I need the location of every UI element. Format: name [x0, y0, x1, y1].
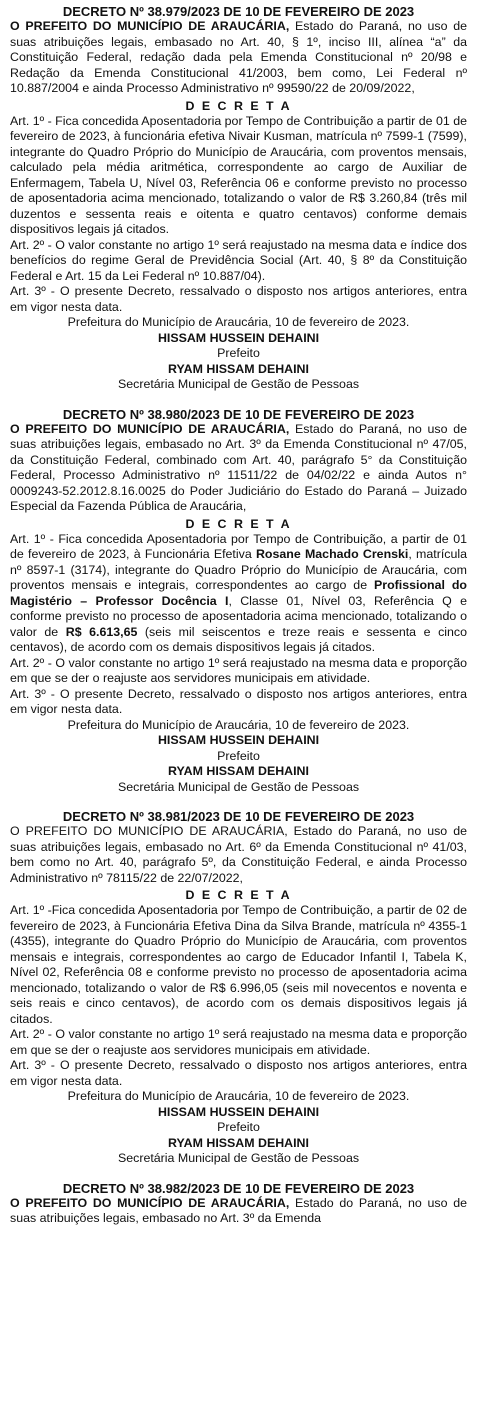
preamble-text: O PREFEITO DO MUNICÍPIO DE ARAUCÁRIA, Estado do Paraná, no uso de suas atribuições legais, embasado no Art. 6º da Emenda Constitucional nº 41/03, bem como no Art. 40, parágrafo 5º, da Constituição Federal, e ainda Processo Administrativo nº 78115/22 de 22/07/2022, — [10, 824, 467, 885]
decreta-heading: D E C R E T A — [185, 516, 292, 531]
signer-secretary-name: RYAM HISSAM DEHAINI — [168, 361, 309, 376]
place-date: Prefeitura do Município de Araucária, 10 de fevereiro de 2023. — [67, 717, 410, 732]
article-1-text: , Classe 01, Nível 03, Referência Q e conforme previsto no processo de aposentadoria acima mencionado, totalizando o valor de — [10, 593, 468, 639]
decree-38981 — [10, 809, 467, 1167]
preamble-text: Estado do Paraná, no uso de suas atribuições legais, embasado no Art. 3º da Emenda Constitucional nº 47/05, da Constituição Federal, combinado com Art. 40, parágrafo 5° da Constituição Federal, Processo Administrativo nº 11511/22 de 04/02/22 e ainda Autos n° 0009243-52.2012.8.16.0025 do Poder Judiciário do Estado do Paraná – Juizado Especial da Fazenda Pública de Araucária, — [10, 421, 468, 513]
decree-preamble — [10, 422, 467, 515]
decree-38982 — [10, 1181, 467, 1227]
article-1: Art. 1º - Fica concedida Aposentadoria por Tempo de Contribuição a partir de 01 de fevereiro de 2023, à funcionária efetiva Nivair Kusman, matrícula nº 7599-1 (7599), integrante do Quadro Próprio do Município de Araucária, com proventos mensais, calculado pela média aritmética, correspondente ao cargo de Auxiliar de Enfermagem, Tabela U, Nível 03, Referência 06 e conforme previsto no processo de aposentadoria acima mencionado, totalizando o valor de R$ 3.260,84 (três mil duzentos e sessenta reais e oitenta e quatro centavos) conforme demais dispositivos legais já citados. — [10, 113, 467, 236]
article-1-text: (seis mil seiscentos e treze reais e sessenta e cinco centavos), de acordo com os demais dispositivos legais já citados. — [10, 624, 467, 654]
pension-amount: R$ 6.613,65 — [65, 624, 138, 639]
position-title: Profissional do Magistério – Professor Docência I — [10, 578, 468, 608]
decreta-heading: D E C R E T A — [185, 888, 292, 902]
decree-title: DECRETO Nº 38.982/2023 DE 10 DE FEVEREIRO DE 2023 — [62, 1180, 415, 1196]
signer-mayor-name: HISSAM HUSSEIN DEHAINI — [157, 1104, 320, 1119]
preamble-text: Estado do Paraná, no uso de suas atribuições legais, embasado no Art. 3º da Emenda — [10, 1195, 468, 1225]
article-3: Art. 3º - O presente Decreto, ressalvado o disposto nos artigos anteriores, entra em vigor nesta data. — [10, 1058, 467, 1088]
decreta-heading: D E C R E T A — [185, 98, 292, 113]
article-1-text: , matrícula nº 8597-1 (3174), integrante do Quadro Próprio do Município de Araucária, com proventos mensais e integrais, correspondentes ao cargo de — [10, 547, 467, 592]
signer-secretary-name: RYAM HISSAM DEHAINI — [168, 764, 309, 778]
signer-secretary-name: RYAM HISSAM DEHAINI — [168, 1135, 309, 1150]
place-date: Prefeitura do Município de Araucária, 10 de fevereiro de 2023. — [67, 1089, 410, 1103]
decree-38980 — [10, 407, 467, 796]
preamble-lead: O PREFEITO DO MUNICÍPIO DE ARAUCÁRIA, — [10, 19, 290, 33]
article-1-text: Art. 1º - Fica concedida Aposentadoria por Tempo de Contribuição, a partir de 01 de fevereiro de 2023, à Funcionária Efetiva — [10, 531, 467, 561]
decree-title: DECRETO Nº 38.979/2023 DE 10 DE FEVEREIRO DE 2023 — [62, 4, 415, 19]
article-1 — [10, 532, 467, 656]
article-2: Art. 2º - O valor constante no artigo 1º será reajustado na mesma data e índice dos benefícios do regime Geral de Previdência Social (Art. 40, § 8º da Constituição Federal e Art. 15 da Lei Federal nº 10.887/04). — [10, 237, 467, 283]
article-1: Art. 1º -Fica concedida Aposentadoria por Tempo de Contribuição, a partir de 02 de fevereiro de 2023, à Funcionária Efetiva Dina da Silva Brande, matrícula nº 4355-1 (4355), integrante do Quadro Próprio do Município de Araucária, com proventos mensais e integrais, correspondentes ao cargo de Educador Infantil I, Tabela K, Nível 02, Referência 08 e conforme previsto no processo de aposentadoria acima mencionado, totalizando o valor de R$ 6.996,05 (seis mil novecentos e noventa e seis reais e cinco centavos), de acordo com os demais dispositivos legais já citados. — [10, 903, 467, 1026]
decree-title: DECRETO Nº 38.980/2023 DE 10 DE FEVEREIRO DE 2023 — [62, 406, 415, 422]
signer-secretary-role: Secretária Municipal de Gestão de Pessoas — [117, 779, 360, 794]
article-2: Art. 2º - O valor constante no artigo 1º será reajustado na mesma data e proporção em que se der o reajuste aos servidores municipais em atividade. — [10, 1027, 467, 1057]
signer-secretary-role: Secretária Municipal de Gestão de Pessoas — [117, 377, 360, 391]
place-date: Prefeitura do Município de Araucária, 10 de fevereiro de 2023. — [67, 315, 410, 329]
employee-name: Rosane Machado Crenski — [255, 547, 409, 561]
signer-secretary-role: Secretária Municipal de Gestão de Pessoas — [117, 1151, 360, 1165]
signer-mayor-name: HISSAM HUSSEIN DEHAINI — [157, 733, 320, 747]
decree-title: DECRETO Nº 38.981/2023 DE 10 DE FEVEREIRO DE 2023 — [62, 809, 415, 824]
decree-38979 — [10, 4, 467, 393]
signer-mayor-role: Prefeito — [217, 1120, 260, 1134]
signer-mayor-role: Prefeito — [217, 346, 260, 360]
article-3: Art. 3º - O presente Decreto, ressalvado o disposto nos artigos anteriores, entra em vigor nesta data. — [10, 284, 467, 314]
preamble-lead: O PREFEITO DO MUNICÍPIO DE ARAUCÁRIA, — [10, 1195, 290, 1210]
decree-preamble — [10, 1196, 467, 1227]
preamble-lead: O PREFEITO DO MUNICÍPIO DE ARAUCÁRIA, — [10, 421, 290, 436]
decree-preamble — [10, 19, 467, 97]
decree-preamble — [10, 824, 467, 886]
signer-mayor-role: Prefeito — [217, 748, 260, 763]
article-2: Art. 2º - O valor constante no artigo 1º será reajustado na mesma data e proporção em que se der o reajuste aos servidores municipais em atividade. — [10, 655, 467, 685]
signer-mayor-name: HISSAM HUSSEIN DEHAINI — [157, 330, 320, 345]
preamble-text: Estado do Paraná, no uso de suas atribuições legais, embasado no Art. 40, § 1º, inciso III, alínea “a” da Constituição Federal, redação dada pela Emenda Constitucional nº 20/98 e Redação da Emenda Constitucional 41/2003, bem como, Lei Federal nº 10.887/2004 e ainda Processo Administrativo nº 99590/22 de 20/09/2022, — [10, 19, 468, 95]
article-3: Art. 3º - O presente Decreto, ressalvado o disposto nos artigos anteriores, entra em vigor nesta data. — [10, 686, 467, 716]
